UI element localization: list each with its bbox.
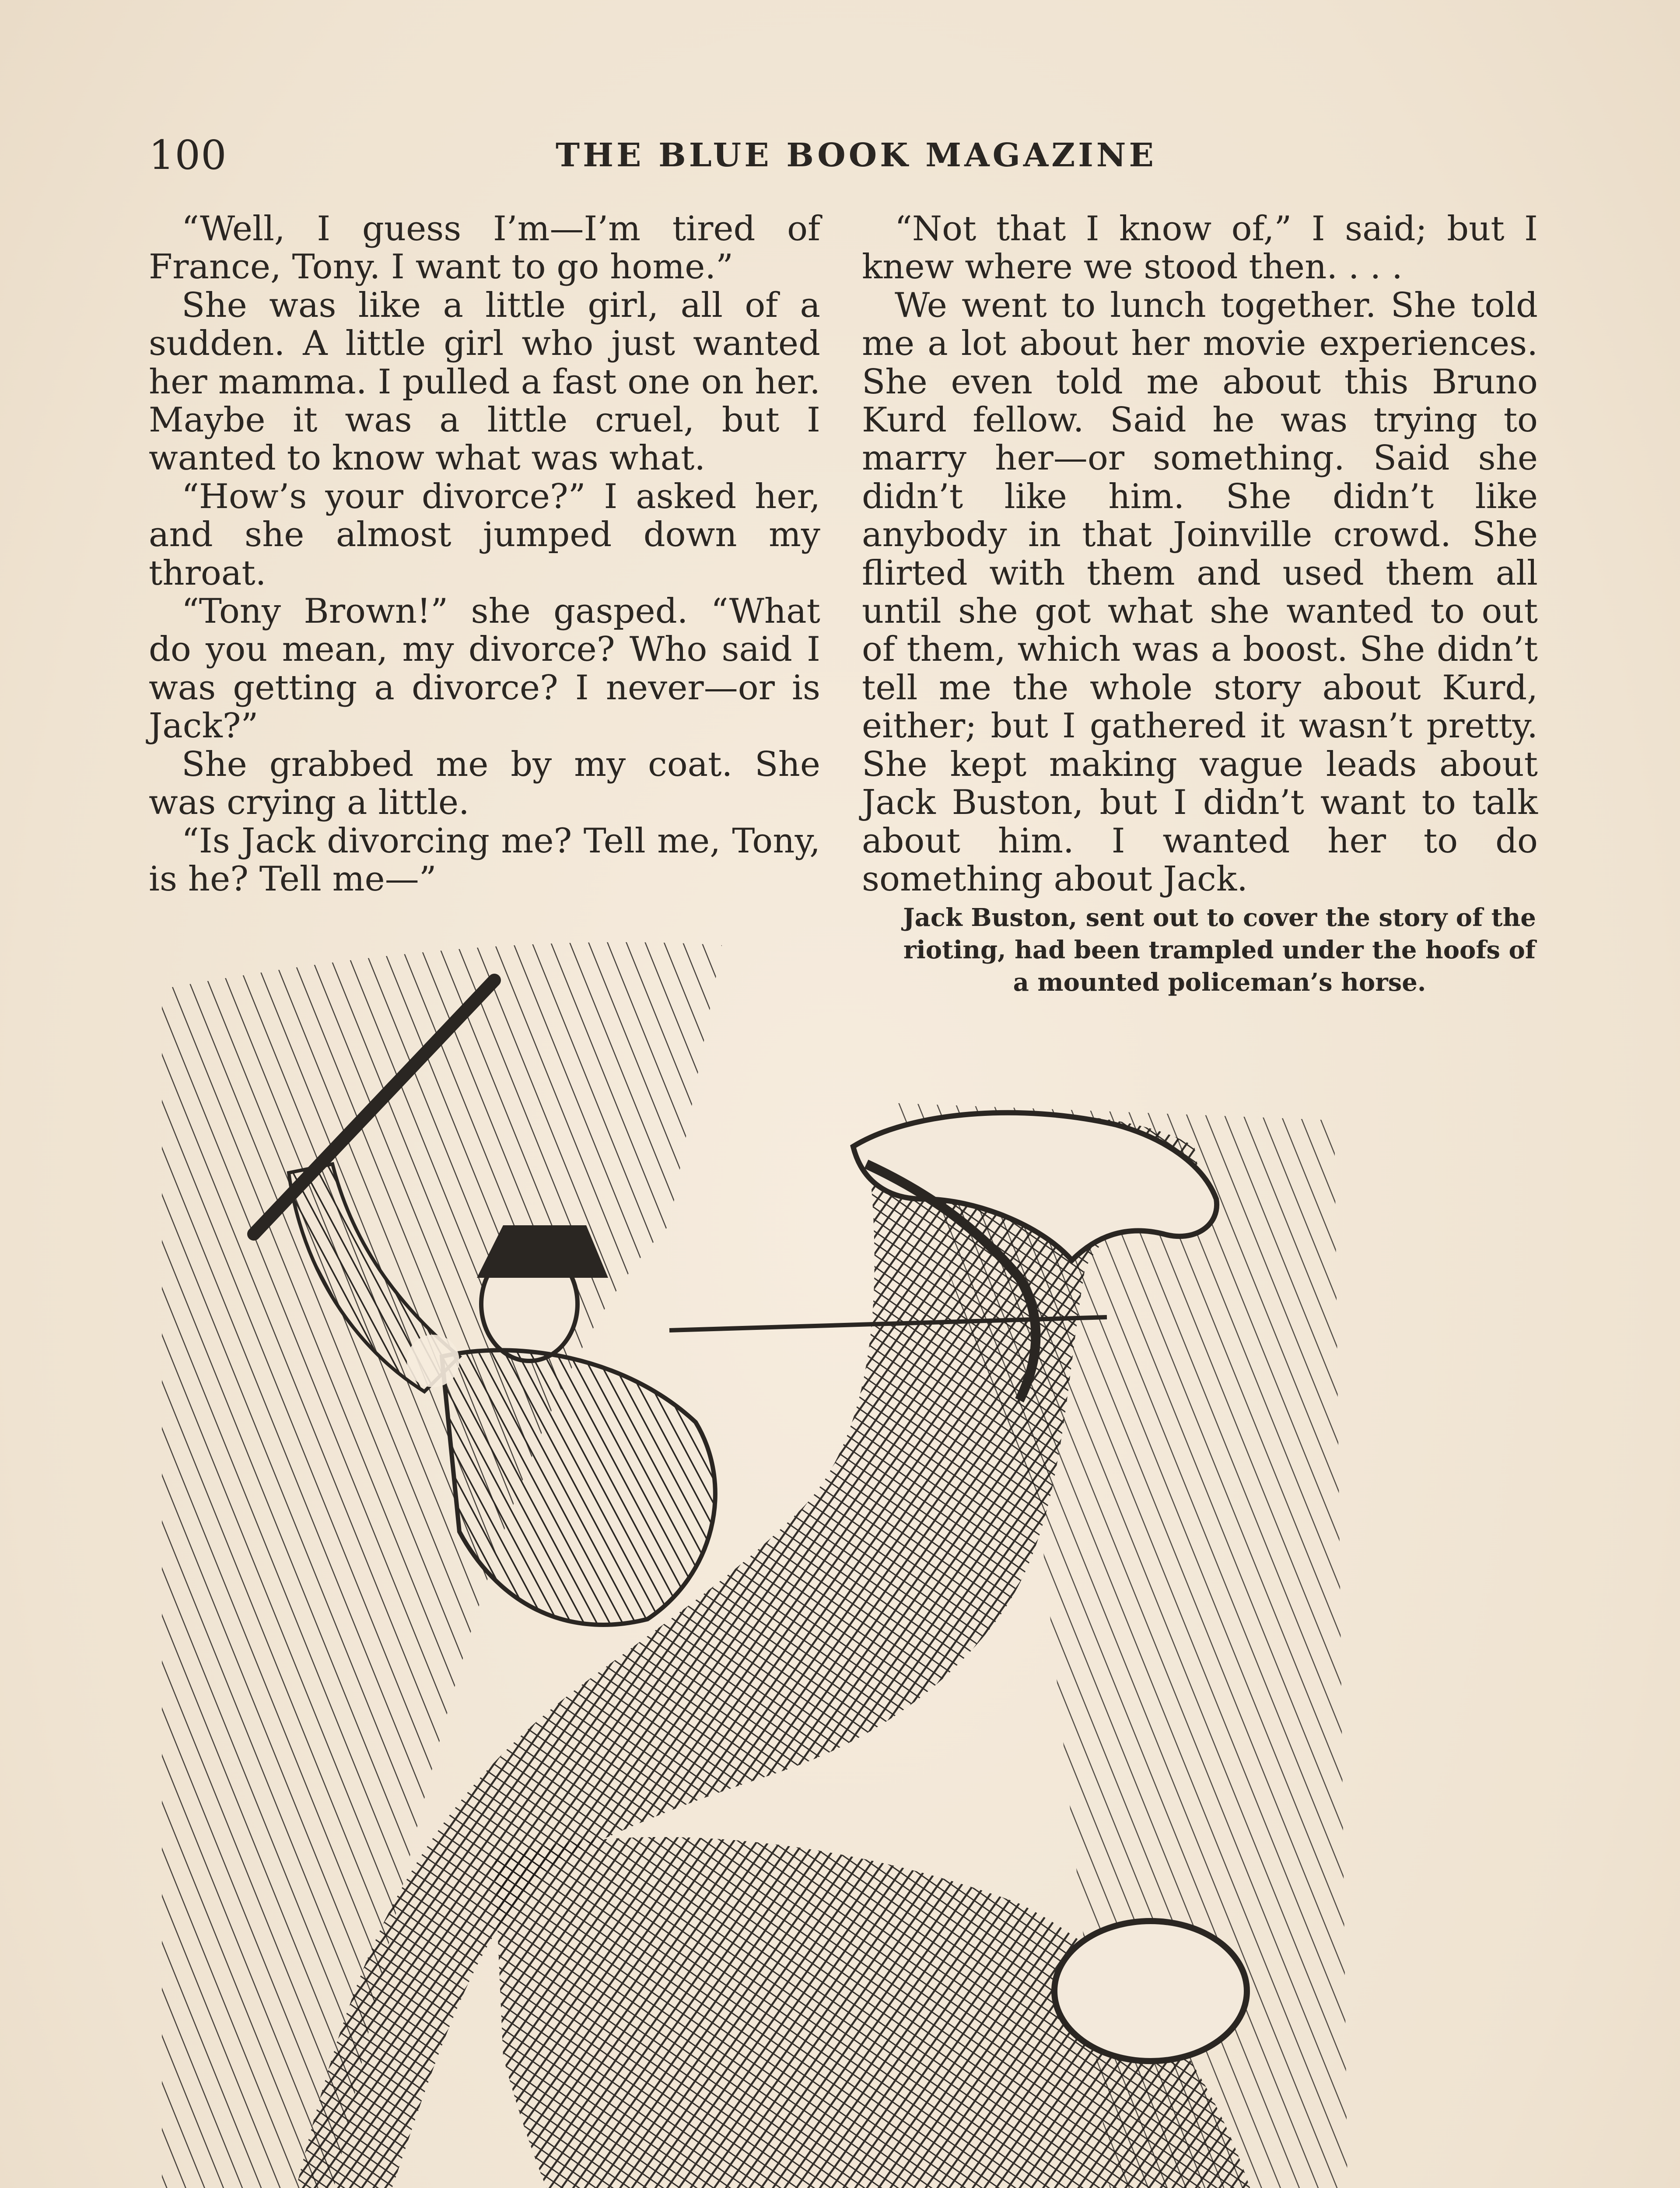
paragraph: “How’s your divorce?” I asked her, and she almost jumped down my throat. — [149, 477, 820, 593]
illustration-drawing — [144, 919, 1352, 2188]
running-title: THE BLUE BOOK MAGAZINE — [556, 137, 1157, 174]
light-patch — [407, 1335, 459, 1387]
fallen-man-hat — [1054, 1921, 1247, 2061]
paragraph: “Tony Brown!” she gasped. “What do you mean, my divorce? Who said I was getting a divorce? I never—or is Jack?” — [149, 592, 820, 746]
paragraph: She grabbed me by my coat. She was crying a little. — [149, 744, 820, 823]
pen-and-ink-illustration — [144, 919, 1352, 2188]
paragraph: “Is Jack divorcing me? Tell me, Tony, is he? Tell me—” — [149, 821, 820, 899]
paragraph: “Well, I guess I’m—I’m tired of France, Tony. I want to go home.” — [149, 209, 820, 287]
left-text-column — [149, 210, 820, 898]
right-text-column — [862, 210, 1538, 898]
paragraph: “Not that I know of,” I said; but I knew where we stood then. . . . — [862, 209, 1538, 287]
paragraph: She was like a little girl, all of a sudden. A little girl who just wanted her mamma. I pulled a fast one on her. Maybe it was a little cruel, but I wanted to know what was what. — [149, 285, 820, 478]
page-number: 100 — [149, 132, 227, 179]
page-header — [149, 131, 1531, 179]
illustration-caption: Jack Buston, sent out to cover the story of the rioting, had been trampled under the hoofs of a mounted policeman’s horse. — [903, 903, 1536, 997]
paragraph: We went to lunch together. She told me a lot about her movie experiences. She even told me about this Bruno Kurd fellow. Said he was trying to marry her—or something. Said she didn’t like him. She didn’t like anybody in that Joinville crowd. She flirted with them and used them all until she got what she wanted to out of them, which was a boost. She didn’t tell me the whole story about Kurd, either; but I gathered it wasn’t pretty. She kept making vague leads about Jack Buston, but I didn’t want to talk about him. I wanted her to do something about Jack. — [862, 285, 1538, 899]
